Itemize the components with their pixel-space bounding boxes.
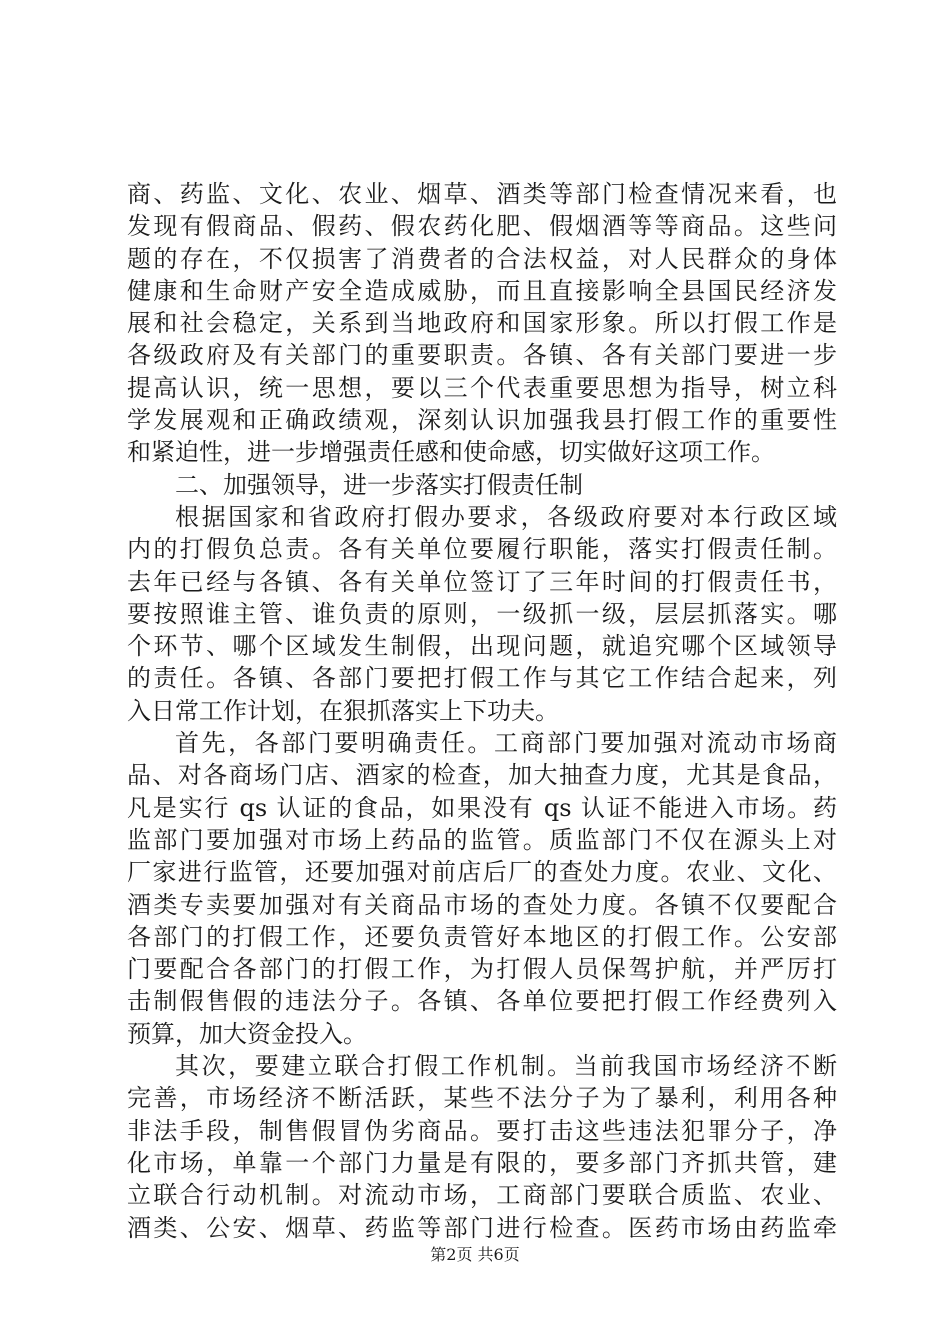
text-line: 各级政府及有关部门的重要职责。各镇、各有关部门要进一步 xyxy=(127,341,837,370)
text-line: 学发展观和正确政绩观，深刻认识加强我县打假工作的重要性 xyxy=(127,406,837,435)
text-line: 非法手段，制售假冒伪劣商品。要打击这些违法犯罪分子，净 xyxy=(127,1116,837,1145)
section-heading: 二、加强领导，进一步落实打假责任制 xyxy=(175,470,583,499)
page-number-footer: 第2页 共6页 xyxy=(430,1245,520,1264)
text-line: 题的存在，不仅损害了消费者的合法权益，对人民群众的身体 xyxy=(127,244,837,273)
text-line: 酒类、公安、烟草、药监等部门进行检查。医药市场由药监牵 xyxy=(127,1213,837,1242)
text-line: 监部门要加强对市场上药品的监管。质监部门不仅在源头上对 xyxy=(127,825,837,854)
text-line: 入日常工作计划，在狠抓落实上下功夫。 xyxy=(127,696,559,725)
text-line: 其次，要建立联合打假工作机制。当前我国市场经济不断 xyxy=(175,1052,837,1081)
text-line: 商、药监、文化、农业、烟草、酒类等部门检查情况来看，也 xyxy=(127,180,837,208)
text-line: 预算，加大资金投入。 xyxy=(127,1019,367,1048)
text-line: 击制假售假的违法分子。各镇、各单位要把打假工作经费列入 xyxy=(127,987,837,1016)
text-line: 根据国家和省政府打假办要求，各级政府要对本行政区域 xyxy=(175,502,837,531)
text-line: 立联合行动机制。对流动市场，工商部门要联合质监、农业、 xyxy=(127,1181,837,1210)
text-line: 门要配合各部门的打假工作，为打假人员保驾护航，并严厉打 xyxy=(127,955,837,984)
text-line: 健康和生命财产安全造成威胁，而且直接影响全县国民经济发 xyxy=(127,276,837,305)
text-line: 的责任。各镇、各部门要把打假工作与其它工作结合起来，列 xyxy=(127,664,837,693)
text-line: 完善，市场经济不断活跃，某些不法分子为了暴利，利用各种 xyxy=(127,1084,837,1113)
text-line: 展和社会稳定，关系到当地政府和国家形象。所以打假工作是 xyxy=(127,309,837,338)
text-line: 提高认识，统一思想，要以三个代表重要思想为指导，树立科 xyxy=(127,373,837,402)
text-line: 首先，各部门要明确责任。工商部门要加强对流动市场商 xyxy=(175,729,837,758)
text-line: 化市场，单靠一个部门力量是有限的，要多部门齐抓共管，建 xyxy=(127,1148,837,1177)
text-line: 各部门的打假工作，还要负责管好本地区的打假工作。公安部 xyxy=(127,922,837,951)
text-line: 个环节、哪个区域发生制假，出现问题，就追究哪个区域领导 xyxy=(127,632,837,661)
text-line: 厂家进行监管，还要加强对前店后厂的查处力度。农业、文化、 xyxy=(127,858,837,887)
text-line: 去年已经与各镇、各有关单位签订了三年时间的打假责任书， xyxy=(127,567,837,596)
text-line: 和紧迫性，进一步增强责任感和使命感，切实做好这项工作。 xyxy=(127,438,775,467)
text-line: 凡是实行 qs 认证的食品，如果没有 qs 认证不能进入市场。药 xyxy=(127,793,837,822)
text-line: 品、对各商场门店、酒家的检查，加大抽查力度，尤其是食品， xyxy=(127,761,837,790)
document-body xyxy=(127,178,837,1244)
text-line: 发现有假商品、假药、假农药化肥、假烟酒等等商品。这些问 xyxy=(127,212,837,241)
text-line: 要按照谁主管、谁负责的原则，一级抓一级，层层抓落实。哪 xyxy=(127,599,837,628)
text-line: 内的打假负总责。各有关单位要履行职能，落实打假责任制。 xyxy=(127,535,837,564)
text-line: 酒类专卖要加强对有关商品市场的查处力度。各镇不仅要配合 xyxy=(127,890,837,919)
